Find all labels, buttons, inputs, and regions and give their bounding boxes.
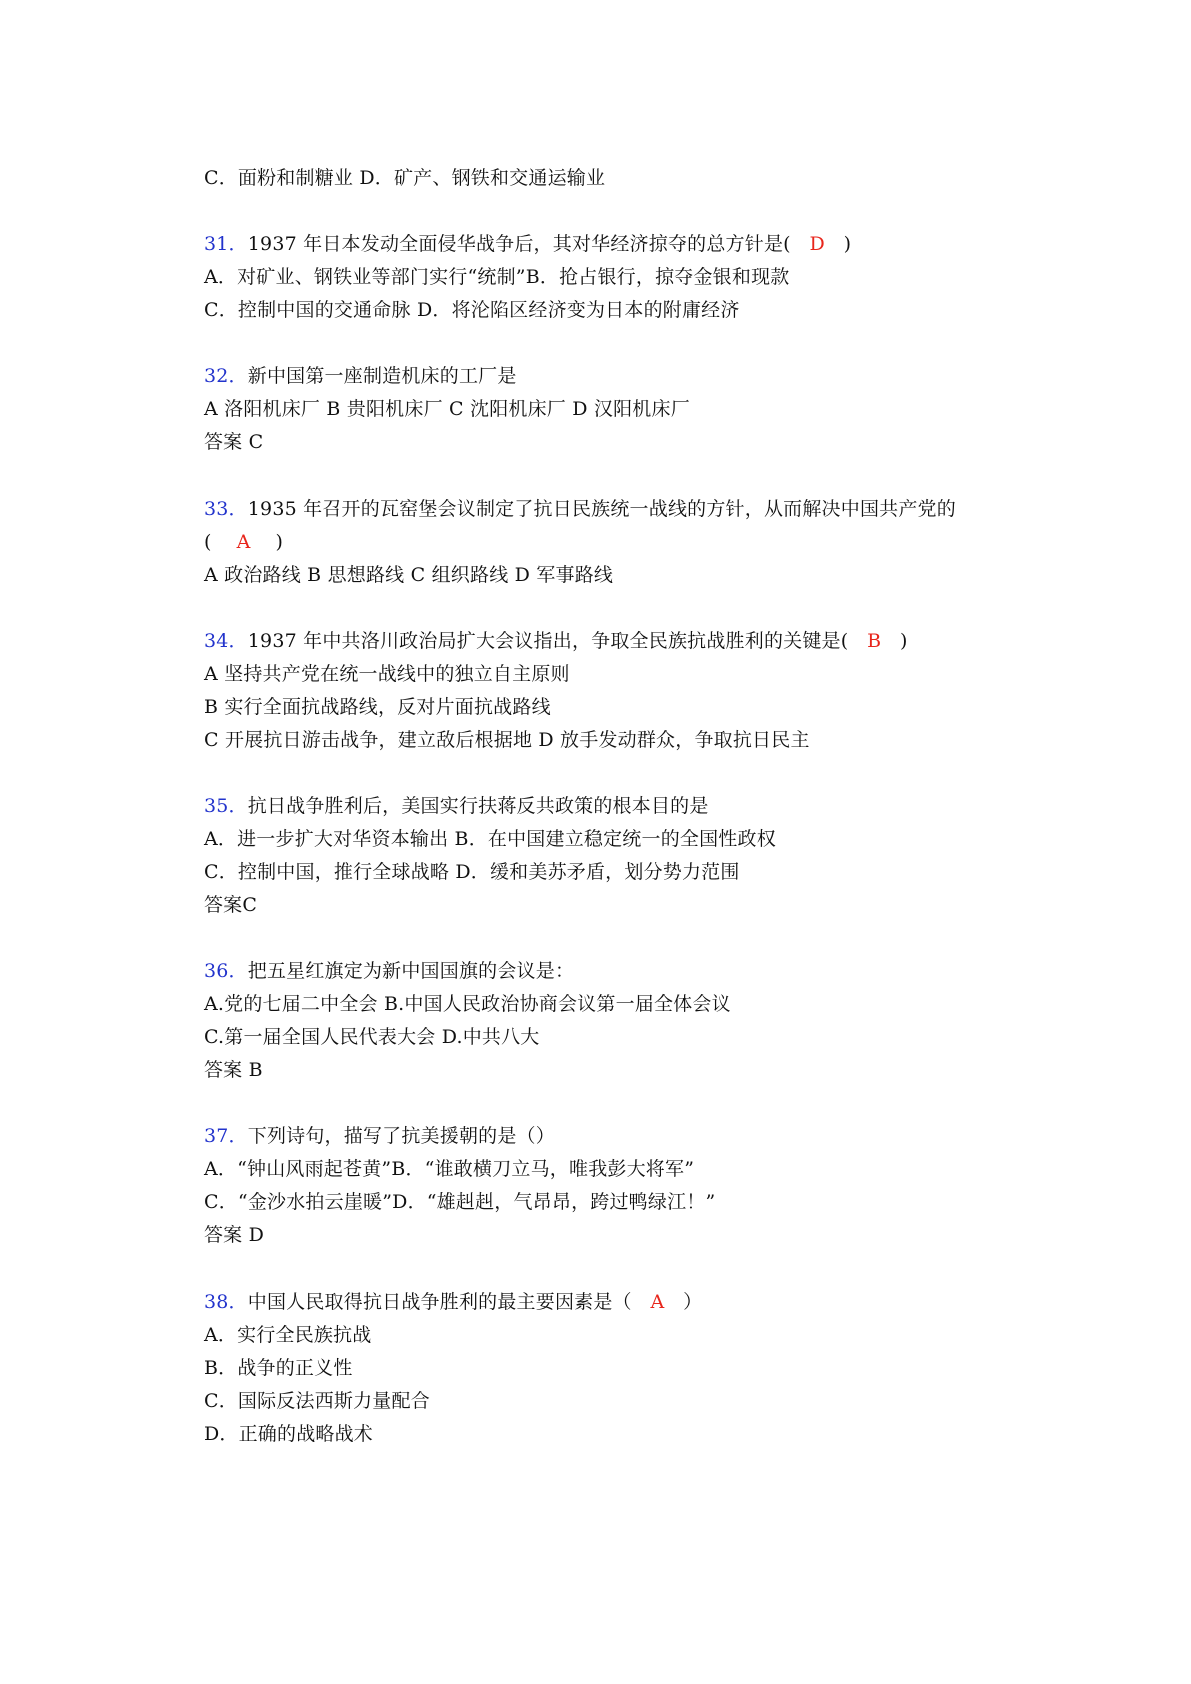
answer-line [179, 1025, 263, 1081]
answer-letter: A [236, 531, 251, 553]
option-line [179, 992, 540, 1048]
line-text: C．控制中国，推行全球战略 D．缓和美苏矛盾，划分势力范围 [203, 861, 740, 883]
option-line [179, 827, 740, 883]
question-number: 31． [203, 233, 248, 255]
option-line [179, 1356, 430, 1412]
closing-paren: ) [250, 531, 284, 553]
question-text: 下列诗句，描写了抗美援朝的是（） [247, 1125, 555, 1147]
question-number: 34． [203, 630, 248, 652]
answer-spacing [791, 233, 810, 255]
question-text: 1935 年召开的瓦窑堡会议制定了抗日民族统一战线的方针，从而解决中国共产党的 [247, 498, 956, 520]
closing-paren: ) [881, 630, 908, 652]
line-text: B．战争的正义性 [203, 1357, 353, 1379]
question-35-stem [179, 761, 709, 817]
option-line [179, 530, 614, 586]
answer-spacing [848, 630, 867, 652]
question-32-stem [179, 331, 517, 387]
question-text: 1937 年中共洛川政治局扩大会议指出，争取全民族抗战胜利的关键是( [247, 630, 849, 652]
line-text: A．对矿业、钢铁业等部门实行“统制”B．抢占银行，掠夺金银和现款 [203, 266, 790, 288]
answer-letter: B [867, 630, 882, 652]
answer-line [179, 860, 258, 916]
option-line [179, 1323, 353, 1379]
option-line [179, 1157, 716, 1213]
question-text: 把五星红旗定为新中国国旗的会议是： [247, 960, 575, 982]
line-text: C．控制中国的交通命脉 D．将沦陷区经济变为日本的附庸经济 [203, 299, 740, 321]
line-text: C.第一届全国人民代表大会 D.中共八大 [203, 1026, 540, 1048]
question-36-stem [179, 926, 575, 982]
line-text: C．“金沙水拍云崖暖”D．“雄赳赳，气昂昂，跨过鸭绿江！” [203, 1191, 716, 1213]
option-line [179, 1389, 374, 1445]
option-line [179, 959, 731, 1015]
question-number: 33． [203, 498, 248, 520]
question-number: 36． [203, 960, 248, 982]
question-text: 1937 年日本发动全面侵华战争后，其对华经济掠夺的总方针是( [247, 233, 791, 255]
question-37-stem [179, 1091, 555, 1147]
question-34-stem [179, 596, 908, 652]
question-number: 32． [203, 365, 248, 387]
option-line [179, 662, 551, 718]
text-line [179, 133, 606, 189]
option-line [179, 1290, 372, 1346]
answer-letter: A [650, 1291, 665, 1313]
opening-paren: ( [203, 531, 212, 553]
question-33-stem [179, 464, 956, 520]
line-text: C．国际反法西斯力量配合 [203, 1390, 430, 1412]
answer-letter: D [809, 233, 825, 255]
line-text: 答案 C [203, 431, 264, 453]
option-line [179, 1124, 695, 1180]
closing-paren: ) [824, 233, 852, 255]
question-text: 抗日战争胜利后，美国实行扶蒋反共政策的根本目的是 [247, 795, 709, 817]
line-text: 答案 B [203, 1059, 263, 1081]
question-number: 37． [203, 1125, 248, 1147]
line-text: B 实行全面抗战路线，反对片面抗战路线 [203, 696, 551, 718]
option-line [179, 232, 790, 288]
line-text: A．进一步扩大对华资本输出 B．在中国建立稳定统一的全国性政权 [203, 828, 776, 850]
line-text: A 坚持共产党在统一战线中的独立自主原则 [203, 663, 570, 685]
line-text: 答案 D [203, 1224, 265, 1246]
line-text: A.党的七届二中全会 B.中国人民政治协商会议第一届全体会议 [203, 993, 731, 1015]
closing-paren: ） [664, 1291, 703, 1313]
line-text: C．面粉和制糖业 D．矿产、钢铁和交通运输业 [203, 167, 606, 189]
line-text: A 政治路线 B 思想路线 C 组织路线 D 军事路线 [203, 564, 614, 586]
option-line [179, 265, 740, 321]
line-text: 答案C [203, 894, 258, 916]
answer-spacing [632, 1291, 651, 1313]
line-text: A．实行全民族抗战 [203, 1324, 372, 1346]
option-line [179, 695, 810, 751]
line-text: A 洛阳机床厂 B 贵阳机床厂 C 沈阳机床厂 D 汉阳机床厂 [203, 398, 690, 420]
line-text: C 开展抗日游击战争，建立敌后根据地 D 放手发动群众，争取抗日民主 [203, 729, 810, 751]
question-38-stem [179, 1257, 703, 1313]
option-line [179, 629, 570, 685]
question-number: 35． [203, 795, 248, 817]
question-text: 中国人民取得抗日战争胜利的最主要因素是（ [247, 1291, 632, 1313]
answer-line [179, 397, 264, 453]
answer-line [179, 1190, 265, 1246]
option-line [179, 364, 690, 420]
question-number: 38． [203, 1291, 248, 1313]
question-31-stem [179, 199, 852, 255]
question-text: 新中国第一座制造机床的工厂是 [247, 365, 517, 387]
option-line [179, 794, 776, 850]
line-text: A．“钟山风雨起苍黄”B．“谁敢横刀立马，唯我彭大将军” [203, 1158, 695, 1180]
line-text: D．正确的战略战术 [203, 1423, 374, 1445]
question-33-answer-paren [179, 497, 284, 553]
